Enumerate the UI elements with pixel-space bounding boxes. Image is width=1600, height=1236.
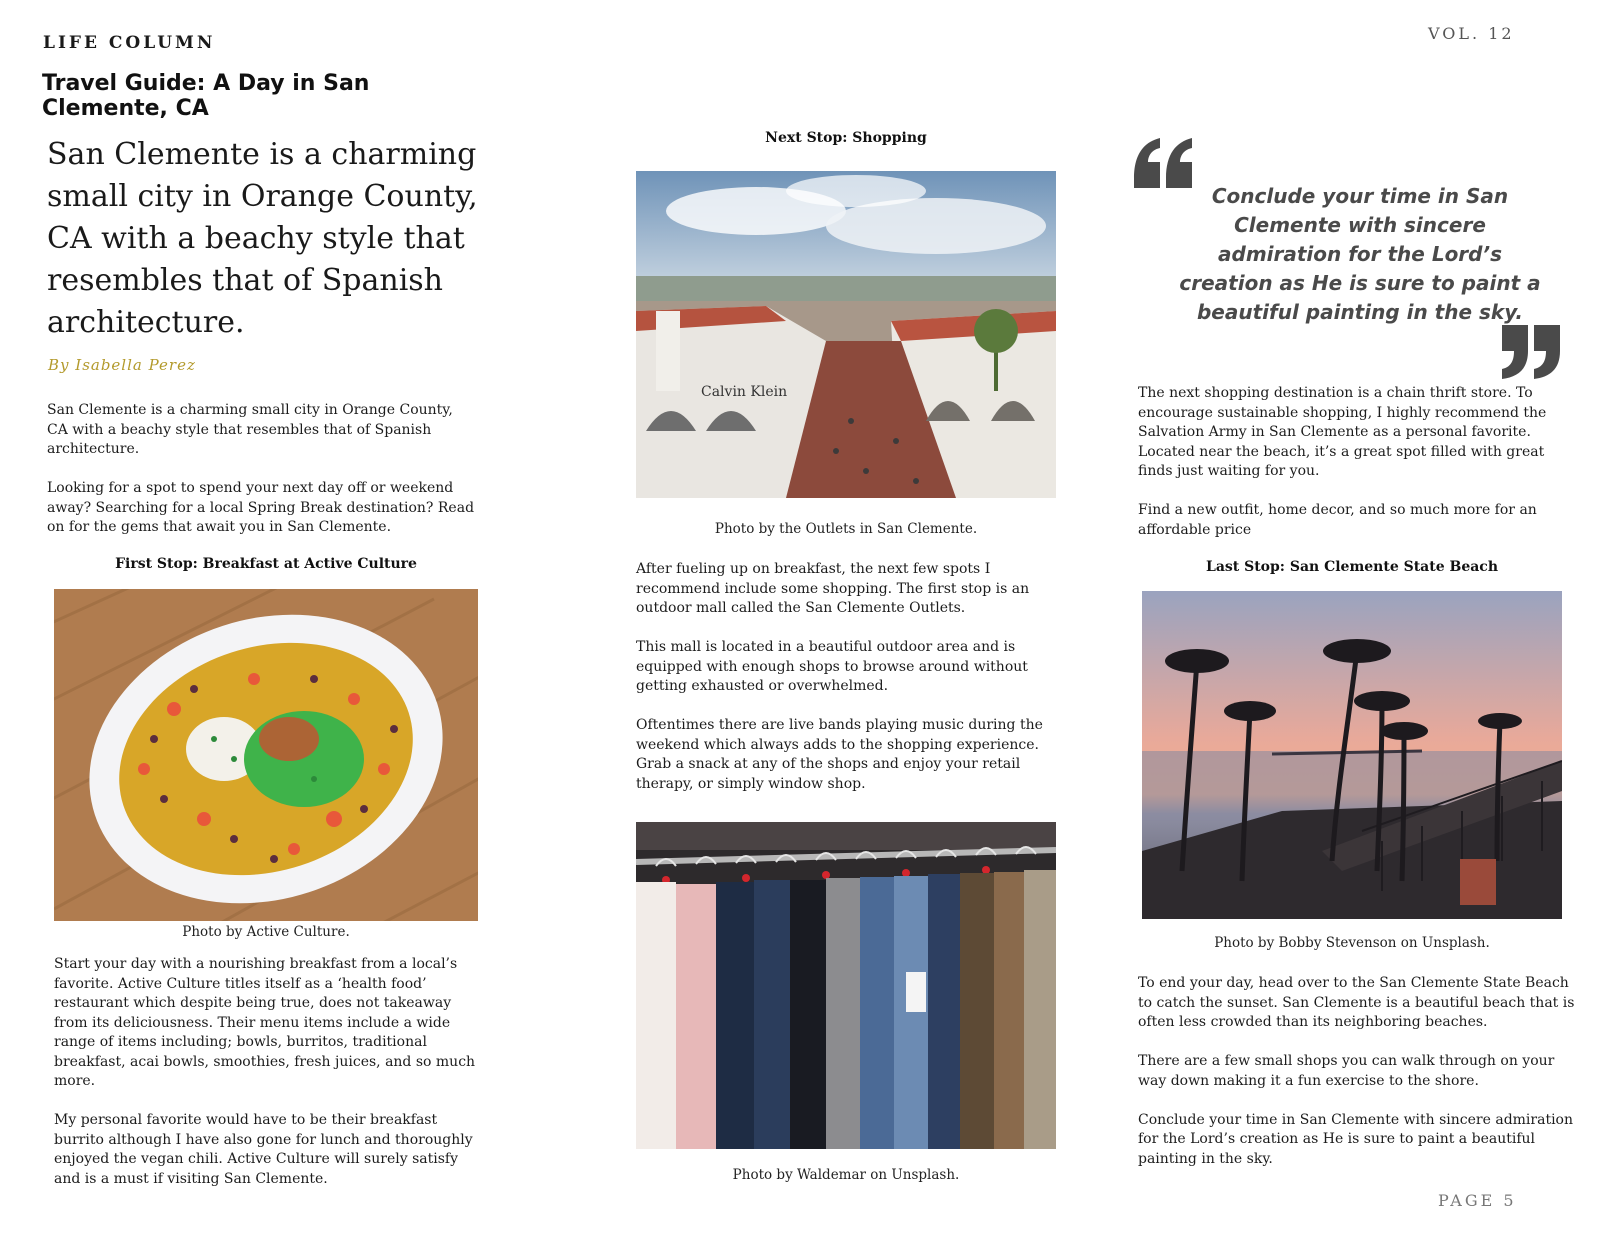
next-stop-heading: Next Stop: Shopping — [765, 130, 927, 146]
column-label: LIFE COLUMN — [43, 33, 216, 53]
first-stop-paragraph: My personal favorite would have to be their breakfast burrito although I have also gone for lunch and thoroughly enjoyed the vegan chili. Active Culture will surely satisfy and is a must if visiting San Clemente. — [54, 1112, 473, 1187]
first-stop-text — [54, 955, 484, 1209]
pull-quote: Conclude your time in San Clemente with sincere admiration for the Lord’s creation as He is sure to paint a beautiful painting in the sky. — [1179, 184, 1541, 324]
last-stop-paragraph: Conclude your time in San Clemente with sincere admiration for the Lord’s creation as He is sure to paint a beautiful painting in the sky. — [1138, 1111, 1573, 1167]
last-stop-paragraph: To end your day, head over to the San Clemente State Beach to catch the sunset. San Clemente is a beautiful beach that is often less crowded than its neighboring beaches. — [1138, 975, 1575, 1030]
clothes-caption: Photo by Waldemar on Unsplash. — [732, 1167, 960, 1183]
clothes-rack-photo — [636, 822, 1056, 1149]
breakfast-caption: Photo by Active Culture. — [182, 924, 350, 940]
byline: By Isabella Perez — [48, 356, 196, 374]
first-stop-paragraph: Start your day with a nourishing breakfast from a local’s favorite. Active Culture titles itself as a ‘health food’ restaurant which despite being true, does not takeaway from its deliciousness. Their menu items include a wide range of items including; bowls, burritos, traditional breakfast, acai bowls, smoothies, fresh juices, and so much more. — [54, 956, 476, 1089]
thrift-paragraph: The next shopping destination is a chain thrift store. To encourage sustainable shopping, I highly recommend the Salvation Army in San Clemente as a personal favorite. Located near the beach, it’s a great spot filled with great finds just waiting for you. — [1138, 385, 1547, 479]
intro-paragraph: San Clemente is a charming small city in Orange County, CA with a beachy style that resembles that of Spanish architecture. — [47, 402, 453, 457]
outlets-caption: Photo by the Outlets in San Clemente. — [714, 521, 978, 537]
intro-paragraph: Looking for a spot to spend your next day off or weekend away? Searching for a local Spring Break destination? Read on for the gems that await you in San Clemente. — [47, 480, 475, 535]
last-stop-paragraph: There are a few small shops you can walk through on your way down making it a fun exercise to the shore. — [1138, 1053, 1555, 1089]
last-stop-heading: Last Stop: San Clemente State Beach — [1205, 559, 1499, 575]
close-quote-icon — [1498, 325, 1564, 381]
next-stop-paragraph: This mall is located in a beautiful outdoor area and is equipped with enough shops to browse around without getting exhausted or overwhelmed. — [636, 639, 1028, 694]
outlets-photo — [636, 171, 1056, 498]
intro-text — [47, 401, 477, 557]
volume-label: VOL. 12 — [1428, 24, 1515, 43]
next-stop-paragraph: Oftentimes there are live bands playing music during the weekend which always adds to the shopping experience. Grab a snack at any of the shops and enjoy your retail therapy, or simply window shop. — [636, 717, 1043, 792]
thrift-text — [1138, 384, 1578, 560]
first-stop-heading: First Stop: Breakfast at Active Culture — [115, 556, 417, 572]
beach-sunset-photo — [1142, 591, 1562, 919]
next-stop-text — [636, 560, 1066, 814]
page-number: PAGE 5 — [1438, 1191, 1517, 1210]
breakfast-photo — [54, 589, 478, 921]
last-stop-text — [1138, 974, 1578, 1189]
next-stop-paragraph: After fueling up on breakfast, the next few spots I recommend include some shopping. The first stop is an outdoor mall called the San Clemente Outlets. — [636, 561, 1030, 616]
article-lede: San Clemente is a charming small city in Orange County, CA with a beachy style that resembles that of Spanish architecture. — [47, 137, 478, 340]
thrift-paragraph: Find a new outfit, home decor, and so much more for an affordable price — [1138, 502, 1537, 538]
outlets-sign: Calvin Klein — [701, 384, 788, 400]
beach-caption: Photo by Bobby Stevenson on Unsplash. — [1214, 935, 1490, 951]
article-title: Travel Guide: A Day in San Clemente, CA — [42, 71, 370, 121]
